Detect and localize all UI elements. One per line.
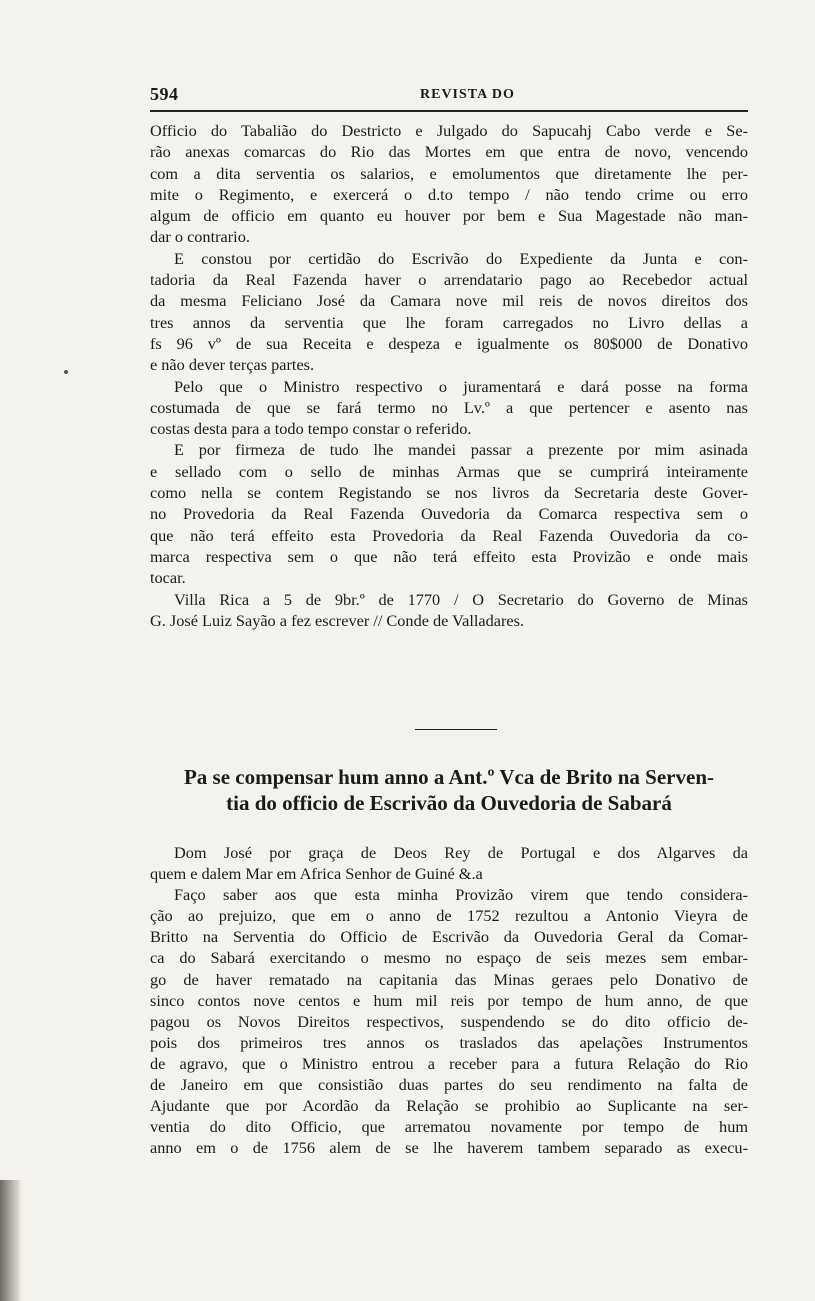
text-line: Faço saber aos que esta minha Provizão virem que tendo considera- bbox=[174, 885, 748, 905]
text-line: com a dita serventia os salarios, e emolumentos que diretamente lhe per- bbox=[150, 163, 748, 183]
text-line: da mesma Feliciano José da Camara nove mil reis de novos direitos dos bbox=[150, 291, 748, 311]
text-line: ventia do dito Officio, que arrematou novamente por tempo de hum bbox=[150, 1117, 748, 1137]
section-divider bbox=[415, 729, 497, 730]
text-line: pois dos primeiros tres annos os traslados das apelações Instrumentos bbox=[150, 1032, 748, 1052]
text-line: Ajudante que por Acordão da Relação se prohibio ao Suplicante na ser- bbox=[150, 1096, 748, 1116]
text-line: G. José Luiz Sayão a fez escrever // Conde de Valladares. bbox=[150, 610, 525, 630]
text-line: e sellado com o sello de minhas Armas que se cumprirá inteiramente bbox=[150, 461, 748, 481]
text-line: de Janeiro em que consistião duas partes do seu rendimento na falta de bbox=[150, 1075, 748, 1095]
text-line: como nella se contem Registando se nos livros da Secretaria deste Gover- bbox=[150, 483, 748, 503]
text-line: ção ao prejuizo, que em o anno de 1752 rezultou a Antonio Vieyra de bbox=[150, 906, 748, 926]
text-line: fs 96 vº de sua Receita e despeza e igualmente os 80$000 de Donativo bbox=[150, 333, 748, 353]
text-line: ca do Sabará exercitando o mesmo no espaço de seis mezes sem embar- bbox=[150, 948, 748, 968]
text-line: pagou os Novos Direitos respectivos, suspendendo se do dito officio de- bbox=[150, 1011, 748, 1031]
text-line: de agravo, que o Ministro entrou a receber para a futura Relação do Rio bbox=[150, 1053, 748, 1073]
text-line: rão anexas comarcas do Rio das Mortes em que entra de novo, vencendo bbox=[150, 142, 748, 162]
text-line: tocar. bbox=[150, 568, 186, 588]
text-line: anno em o de 1756 alem de se lhe haverem tambem separado as execu- bbox=[150, 1138, 748, 1158]
text-line: Britto na Serventia do Officio de Escrivão da Ouvedoria Geral da Comar- bbox=[150, 927, 748, 947]
section-2-title bbox=[150, 764, 748, 816]
text-line: e não dever terças partes. bbox=[150, 355, 315, 375]
text-line: Pelo que o Ministro respectivo o juramentará e dará posse na forma bbox=[174, 376, 748, 396]
text-line: sinco contos nove centos e hum mil reis por tempo de hum anno, de que bbox=[150, 990, 748, 1010]
text-line: no Provedoria da Real Fazenda Ouvedoria da Comarca respectiva sem o bbox=[150, 504, 748, 524]
text-line: Villa Rica a 5 de 9br.º de 1770 / O Secretario do Governo de Minas bbox=[174, 589, 748, 609]
text-line: Officio do Tabalião do Destricto e Julgado do Sapucahj Cabo verde e Se- bbox=[150, 121, 748, 140]
section-1-body bbox=[150, 120, 748, 631]
section-2-body bbox=[150, 842, 748, 1158]
text-line: go de haver rematado na capitania das Minas geraes pelo Donativo de bbox=[150, 969, 748, 989]
text-line: costas desta para a todo tempo constar o referido. bbox=[150, 419, 472, 439]
title-line: Pa se compensar hum anno a Ant.º Vca de Brito na Serven- bbox=[183, 765, 714, 789]
scan-speck bbox=[64, 370, 68, 374]
text-line: E constou por certidão do Escrivão do Expediente da Junta e con- bbox=[174, 248, 748, 268]
text-line: marca respectiva sem o que não terá effeito esta Provizão e onde mais bbox=[150, 546, 748, 566]
page-number: 594 bbox=[150, 84, 179, 104]
text-line: costumada de que se fará termo no Lv.º a que pertencer e asento nas bbox=[150, 397, 748, 417]
text-line: dar o contrario. bbox=[150, 227, 250, 247]
running-head: REVISTA DO bbox=[420, 87, 515, 102]
scan-binding-edge bbox=[0, 1180, 22, 1301]
text-line: quem e dalem Mar em Africa Senhor de Guiné &.a bbox=[150, 864, 483, 884]
page-header bbox=[150, 84, 748, 106]
text-line: tadoria da Real Fazenda haver o arrendatario pago ao Recebedor actual bbox=[150, 270, 748, 290]
text-line: mite o Regimento, e exercerá o d.to tempo / não tendo crime ou erro bbox=[150, 184, 748, 204]
text-line: tres annos da serventia que lhe foram carregados no Livro dellas a bbox=[150, 312, 748, 332]
text-line: algum de officio em quanto eu houver por bem e Sua Magestade não man- bbox=[150, 206, 748, 226]
text-line: que não terá effeito esta Provedoria da Real Fazenda Ouvedoria da co- bbox=[150, 525, 748, 545]
title-line: tia do officio de Escrivão da Ouvedoria de Sabará bbox=[226, 791, 672, 815]
header-rule bbox=[150, 110, 748, 112]
text-line: Dom José por graça de Deos Rey de Portugal e dos Algarves da bbox=[174, 843, 748, 862]
text-line: E por firmeza de tudo lhe mandei passar a prezente por mim asinada bbox=[174, 440, 748, 460]
